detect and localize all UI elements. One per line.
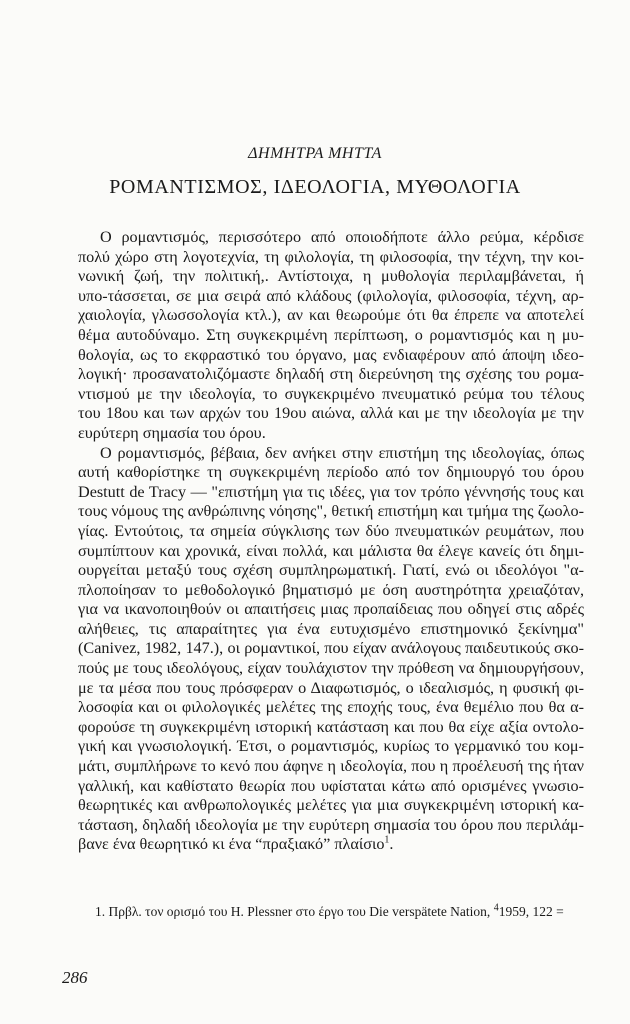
paragraph	[78, 228, 584, 444]
text-line: νωνική ζωή, την πολιτική,. Αντίστοιχα, η μυθολογία περιλαμβάνεται, ή	[78, 267, 584, 286]
text-line: πλοποίησαν το μεθοδολογικό βηματισμό με όση αυστηρότητα χρειαζόταν,	[78, 580, 584, 599]
footnote-text-end: 1959, 122 =	[498, 904, 564, 919]
page-number: 286	[62, 968, 88, 987]
text-line: Destutt de Tracy — "επιστήμη για τις ιδέες, για τον τρόπο γέννησής τους και	[78, 482, 584, 501]
footnote-edition: 4	[493, 902, 499, 914]
text-line: πούς με τους ιδεολόγους, είχαν τουλάχιστον την πρόθεση να δημιουργήσουν,	[78, 659, 584, 678]
text-line: αυτή καθορίστηκε τη συγκεκριμένη περίοδο από τον δημιουργό του όρου	[78, 463, 584, 482]
author-name: ΔΗΜΗΤΡΑ ΜΗΤΤΑ	[248, 145, 382, 162]
footnote	[95, 903, 585, 921]
footnote-text: Πρβλ. τον ορισμό του H. Plessner στο έργο του Die verspätete Nation,	[108, 904, 491, 919]
text-line: συμπίπτουν και χρονικά, είναι πολλά, και μάλιστα θα έλεγε κανείς ότι δημι-	[78, 541, 584, 560]
text-line: ουργείται μεταξύ τους σχέση συμπληρωματική. Γιατί, ενώ οι ιδεολόγοι "α-	[78, 561, 584, 580]
text-line: πολύ χώρο στη λογοτεχνία, τη φιλολογία, τη φιλοσοφία, την τέχνη, την κοι-	[78, 247, 584, 266]
paragraph	[78, 444, 584, 855]
text-line: τους νόμους της ανθρώπινης νόησης", θετική επιστήμη και τμήμα της ζωολο-	[78, 502, 584, 521]
text-line: γαλλική, και καθίστατο θεωρία που υφίσταται κάτω από ορισμένες γνωσιο-	[78, 776, 584, 795]
text-line: Ο ρομαντισμός, βέβαια, δεν ανήκει στην επιστήμη της ιδεολογίας, όπως	[100, 443, 584, 462]
text-line: Ο ρομαντισμός, περισσότερο από οποιοδήποτε άλλο ρεύμα, κέρδισε	[100, 228, 584, 246]
text-line: τάσταση, δηλαδή ιδεολογία με την ευρύτερη σημασία του όρου που περιλάμ-	[78, 815, 584, 834]
text-line: με τα μέσα που τους πρόσφεραν ο Διαφωτισμός, ο ιδεαλισμός, η φυσική φι-	[78, 678, 584, 697]
text-line: αλήθειες, τις απαραίτητες για ένα ευτυχισμένο επιστημονικό ξεκίνημα"	[78, 619, 584, 638]
text-line: θολογία, ως το εκφραστικό του όργανο, μας ενδιαφέρουν από άποψη ιδεο-	[78, 345, 584, 364]
chapter-title: ΡΟΜΑΝΤΙΣΜΟΣ, ΙΔΕΟΛΟΓΙΑ, ΜΥΘΟΛΟΓΙΑ	[109, 176, 521, 198]
text-line: γίας. Εντούτοις, τα σημεία σύγκλισης των δύο πνευματικών ρευμάτων, που	[78, 521, 584, 540]
text-line: μάτι, συμπλήρωνε το κενό που άφηνε η ιδεολογία, που η προέλευσή της ήταν	[78, 757, 584, 776]
text-line: λοσοφία και οι φιλολογικές μελέτες της εποχής τους, ένα θεμέλιο που θα α-	[78, 698, 584, 717]
footnote-number: 1.	[95, 904, 106, 919]
text-line: ντισμού με την ιδεολογία, το συγκεκριμένο πνευματικό ρεύμα του τέλους	[78, 384, 584, 403]
text-line: γική και γνωσιολογική. Έτσι, ο ρομαντισμός, κυρίως το γερμανικό του κομ-	[78, 737, 584, 756]
text-line: φορούσε τη συγκεκριμένη ιστορική κατάσταση και που θα είχε αξία οντολο-	[78, 717, 584, 736]
footnote-ref[interactable]: 1	[384, 835, 390, 847]
text-line: λογική· προσανατολιζόμαστε δηλαδή στη διερεύνηση της σχέσης του ρομα-	[78, 365, 584, 384]
text-line: θεωρητικές και ανθρωπολογικές μελέτες για μια συγκεκριμένη ιστορική κα-	[78, 796, 584, 815]
text-line: βανε ένα θεωρητικό κι ένα “πραξιακό” πλαίσιο$^1$.	[78, 835, 394, 854]
text-line: για να ικανοποιηθούν οι απαιτήσεις μιας προπαίδειας που οδηγεί στις αδρές	[78, 600, 584, 619]
text-line: ευρύτερη σημασία του όρου.	[78, 423, 266, 442]
text-line: υπο-τάσσεται, σε μια σειρά από κλάδους (φιλολογία, φιλοσοφία, τέχνη, αρ-	[78, 286, 584, 305]
text-line: του 18ου και των αρχών του 19ου αιώνα, αλλά και με την ιδεολογία με την	[78, 404, 584, 423]
text-line: θέμα αυτοδύναμο. Στη συγκεκριμένη περίπτωση, ο ρομαντισμός και η μυ-	[78, 325, 584, 344]
text-line: (Canivez, 1982, 147.), οι ρομαντικοί, που είχαν ανάλογους παιδευτικούς σκο-	[78, 639, 584, 658]
body-text	[78, 228, 584, 855]
text-line: χαιολογία, γλωσσολογία κτλ.), αν και θεωρούμε ότι θα έπρεπε να αποτελεί	[78, 306, 584, 325]
